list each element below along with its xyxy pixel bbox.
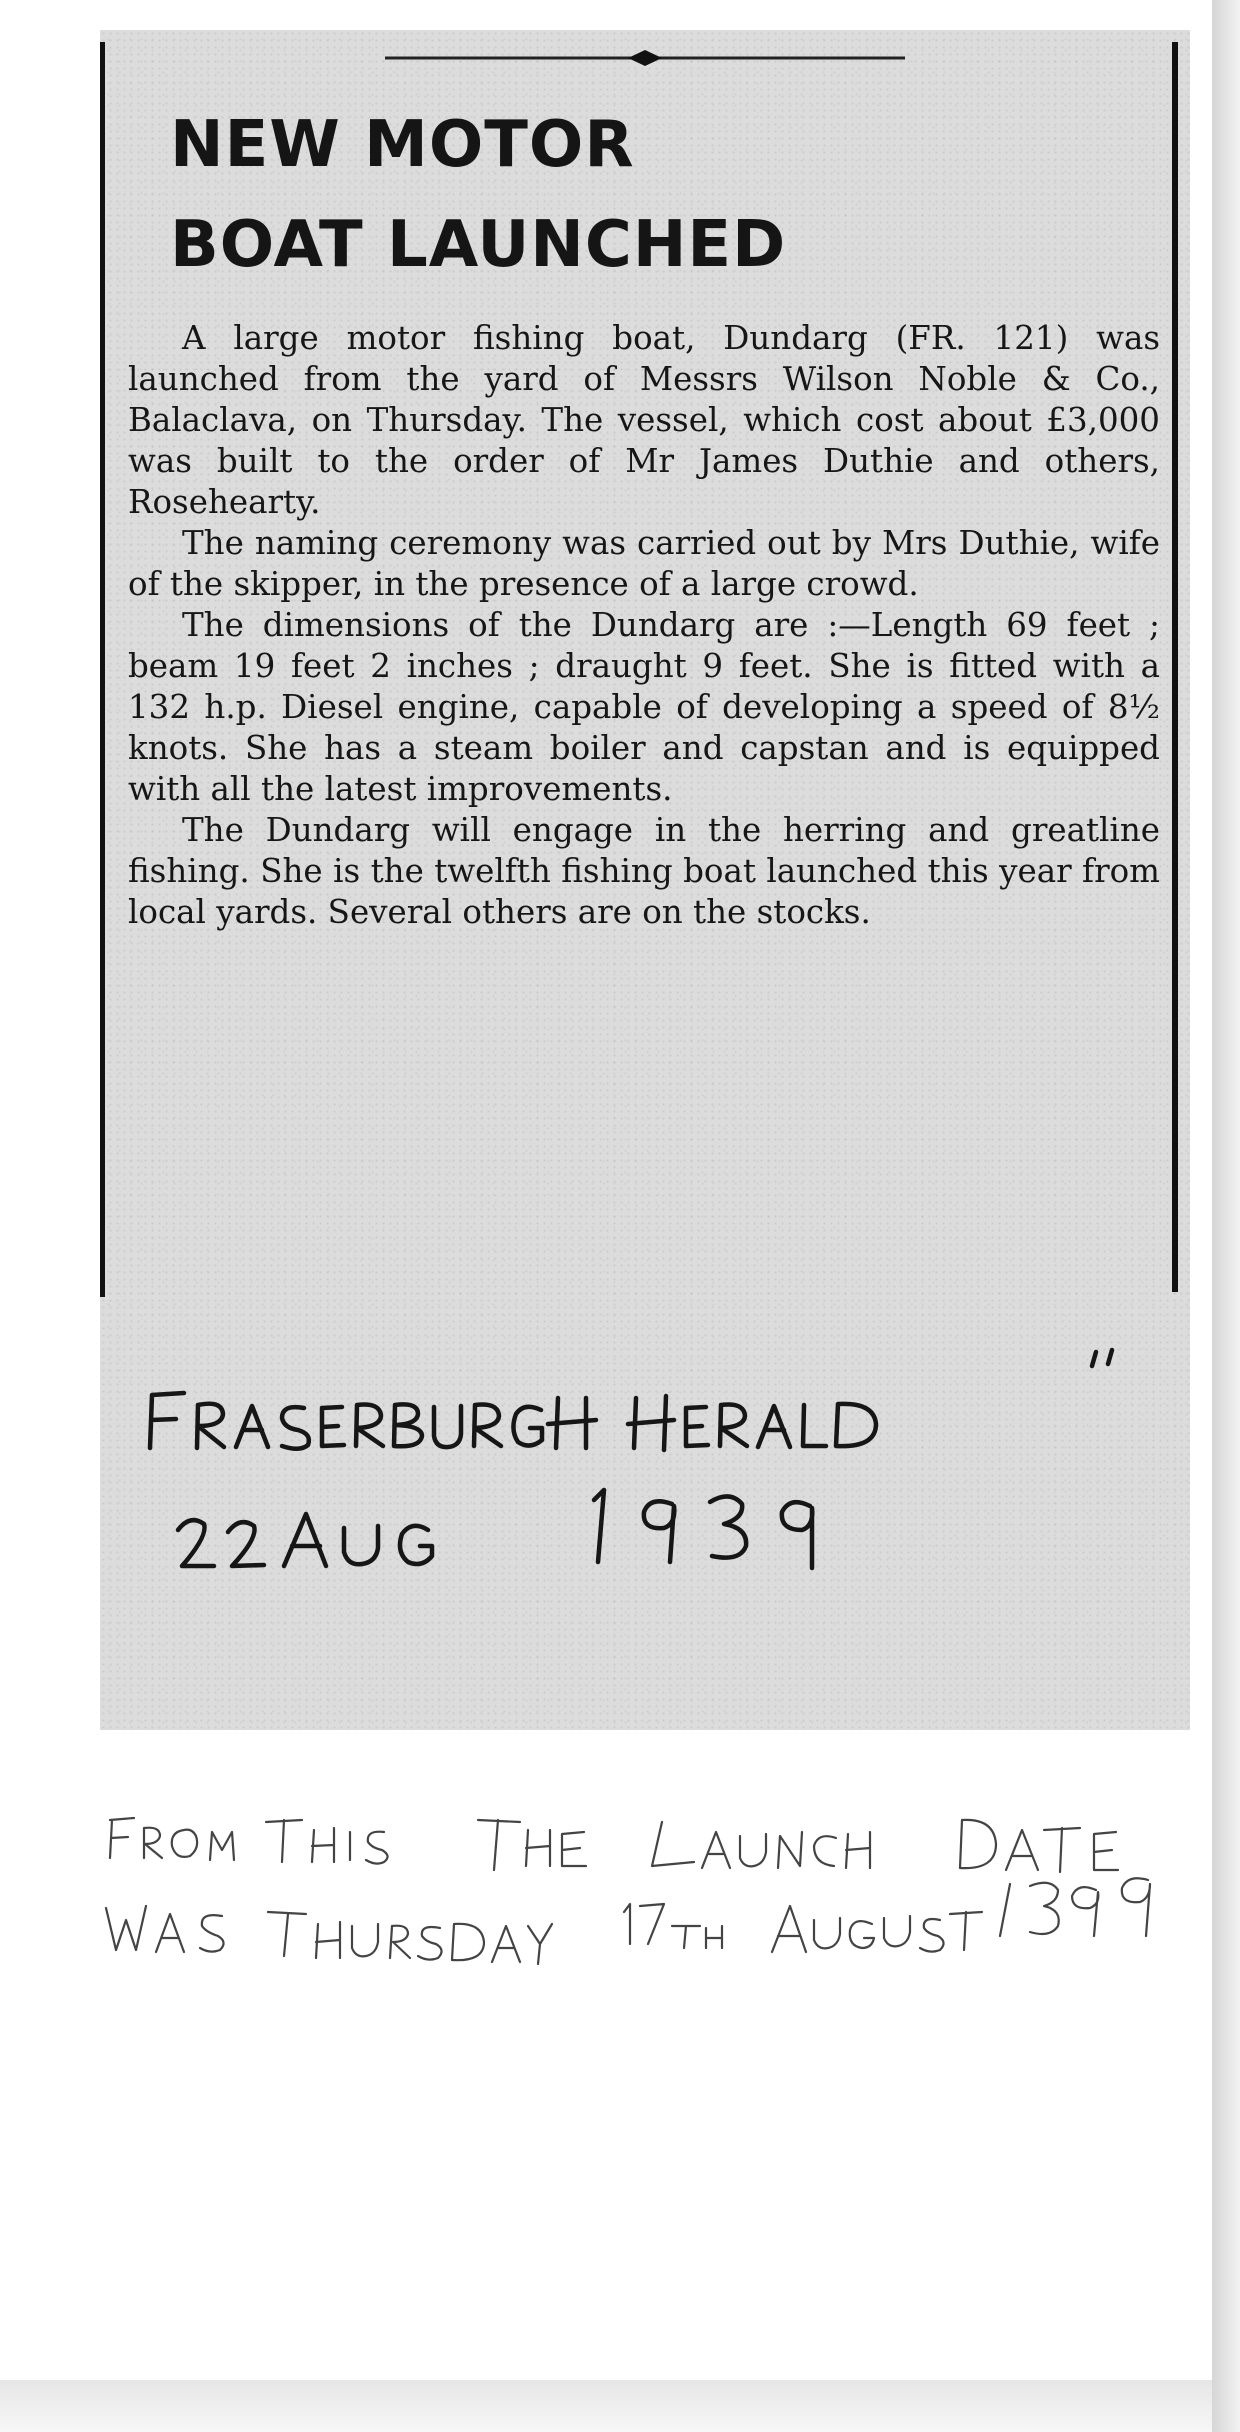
handwritten-source-text <box>150 1350 1112 1450</box>
article-paragraph-3: The dimensions of the Dundarg are :—Length 69 feet ; beam 19 feet 2 inches ; draught 9 feet. She is fitted with a 132 h.p. Diesel engine, capable of developing a speed of 8½ knots. She has a steam boiler and capstan and is equipped with all the latest improvements. <box>128 606 1160 808</box>
headline-line-1: NEW MOTOR <box>170 108 635 182</box>
handwritten-date-text <box>178 1490 812 1568</box>
headline-line-2: BOAT LAUNCHED <box>170 208 787 282</box>
pencil-note-line-2 <box>106 1878 1150 1964</box>
article-paragraph-2: The naming ceremony was carried out by Mrs Duthie, wife of the skipper, in the presence of a large crowd. <box>128 524 1160 603</box>
pencil-note-line-1 <box>110 1818 1118 1872</box>
article-paragraph-1: A large motor fishing boat, Dundarg (FR. 121) was launched from the yard of Messrs Wilson Noble & Co., Balaclava, on Thursday. The vessel, which cost about £3,000 was built to the order of Mr James Duthie and others, Rosehearty. <box>128 319 1160 521</box>
article-paragraph-4: The Dundarg will engage in the herring and greatline fishing. She is the twelfth fishing boat launched this year from local yards. Several others are on the stocks. <box>128 811 1160 931</box>
